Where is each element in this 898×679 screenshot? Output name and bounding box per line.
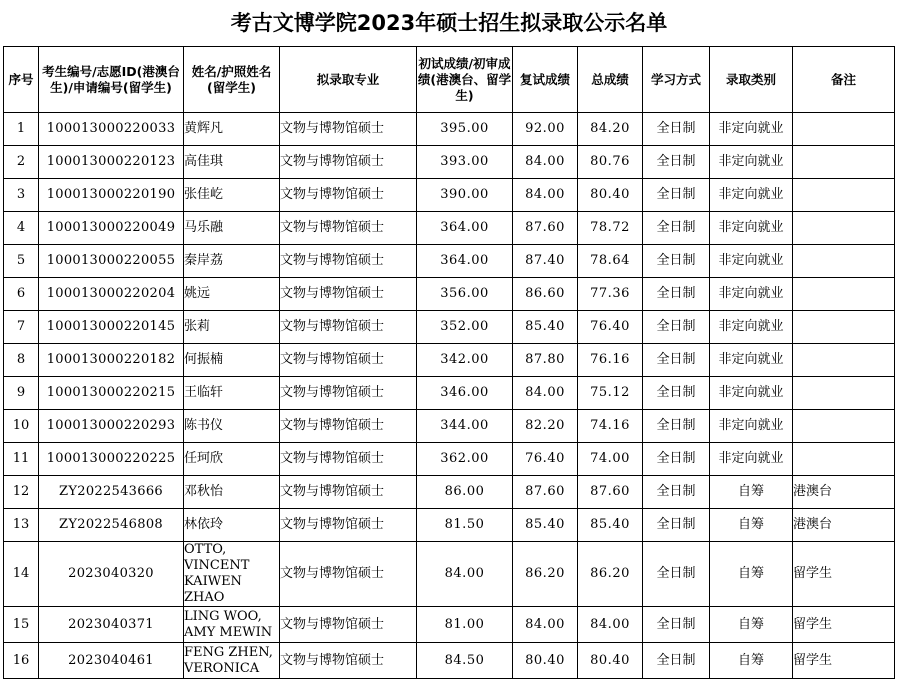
cell-initial-score: 352.00 (417, 311, 513, 344)
cell-total-score: 76.16 (578, 344, 643, 377)
cell-study-mode: 全日制 (643, 643, 710, 679)
cell-candidate-id: 100013000220293 (39, 410, 184, 443)
cell-initial-score: 84.50 (417, 643, 513, 679)
cell-category: 非定向就业 (710, 146, 793, 179)
cell-initial-score: 81.50 (417, 509, 513, 542)
cell-initial-score: 86.00 (417, 476, 513, 509)
cell-category: 非定向就业 (710, 311, 793, 344)
cell-name: 张佳屹 (184, 179, 280, 212)
header-name: 姓名/护照姓名(留学生) (184, 47, 280, 113)
cell-major: 文物与博物馆硕士 (280, 344, 417, 377)
cell-major: 文物与博物馆硕士 (280, 476, 417, 509)
header-category: 录取类别 (710, 47, 793, 113)
table-row (4, 278, 895, 311)
cell-note: 留学生 (793, 607, 895, 643)
cell-retest-score: 84.00 (513, 377, 578, 410)
cell-major: 文物与博物馆硕士 (280, 311, 417, 344)
cell-study-mode: 全日制 (643, 278, 710, 311)
cell-seq: 9 (4, 377, 39, 410)
cell-retest-score: 76.40 (513, 443, 578, 476)
cell-name: 王临轩 (184, 377, 280, 410)
cell-initial-score: 364.00 (417, 212, 513, 245)
cell-candidate-id: 100013000220123 (39, 146, 184, 179)
table-row (4, 344, 895, 377)
table-row (4, 410, 895, 443)
cell-note: 留学生 (793, 643, 895, 679)
cell-study-mode: 全日制 (643, 410, 710, 443)
cell-note: 港澳台 (793, 476, 895, 509)
cell-name: LING WOO, AMY MEWIN (184, 607, 280, 643)
cell-study-mode: 全日制 (643, 146, 710, 179)
cell-retest-score: 87.80 (513, 344, 578, 377)
cell-total-score: 84.20 (578, 113, 643, 146)
cell-total-score: 80.40 (578, 643, 643, 679)
cell-category: 非定向就业 (710, 443, 793, 476)
cell-total-score: 80.76 (578, 146, 643, 179)
cell-total-score: 84.00 (578, 607, 643, 643)
table-row (4, 179, 895, 212)
cell-candidate-id: 2023040320 (39, 542, 184, 607)
cell-seq: 1 (4, 113, 39, 146)
cell-seq: 15 (4, 607, 39, 643)
cell-initial-score: 81.00 (417, 607, 513, 643)
cell-major: 文物与博物馆硕士 (280, 643, 417, 679)
cell-note (793, 344, 895, 377)
cell-candidate-id: 100013000220190 (39, 179, 184, 212)
cell-name: 姚远 (184, 278, 280, 311)
cell-major: 文物与博物馆硕士 (280, 146, 417, 179)
cell-seq: 3 (4, 179, 39, 212)
cell-study-mode: 全日制 (643, 476, 710, 509)
cell-total-score: 86.20 (578, 542, 643, 607)
cell-category: 自筹 (710, 476, 793, 509)
cell-candidate-id: 100013000220049 (39, 212, 184, 245)
cell-major: 文物与博物馆硕士 (280, 278, 417, 311)
cell-name: 陈书仪 (184, 410, 280, 443)
cell-name: 黄辉凡 (184, 113, 280, 146)
header-retest-score: 复试成绩 (513, 47, 578, 113)
cell-total-score: 85.40 (578, 509, 643, 542)
cell-total-score: 74.00 (578, 443, 643, 476)
cell-category: 非定向就业 (710, 377, 793, 410)
table-row (4, 443, 895, 476)
cell-major: 文物与博物馆硕士 (280, 542, 417, 607)
cell-total-score: 75.12 (578, 377, 643, 410)
cell-seq: 10 (4, 410, 39, 443)
cell-category: 自筹 (710, 643, 793, 679)
cell-study-mode: 全日制 (643, 377, 710, 410)
cell-name: 马乐融 (184, 212, 280, 245)
cell-note (793, 410, 895, 443)
cell-candidate-id: ZY2022546808 (39, 509, 184, 542)
cell-candidate-id: 100013000220182 (39, 344, 184, 377)
cell-category: 自筹 (710, 542, 793, 607)
cell-major: 文物与博物馆硕士 (280, 443, 417, 476)
cell-study-mode: 全日制 (643, 311, 710, 344)
cell-initial-score: 390.00 (417, 179, 513, 212)
cell-note: 留学生 (793, 542, 895, 607)
cell-seq: 4 (4, 212, 39, 245)
table-row (4, 607, 895, 643)
cell-seq: 14 (4, 542, 39, 607)
cell-note (793, 377, 895, 410)
cell-major: 文物与博物馆硕士 (280, 509, 417, 542)
header-total-score: 总成绩 (578, 47, 643, 113)
cell-initial-score: 362.00 (417, 443, 513, 476)
cell-name: 林依玲 (184, 509, 280, 542)
table-row (4, 377, 895, 410)
table-row (4, 113, 895, 146)
cell-total-score: 77.36 (578, 278, 643, 311)
cell-seq: 5 (4, 245, 39, 278)
cell-total-score: 76.40 (578, 311, 643, 344)
cell-retest-score: 86.20 (513, 542, 578, 607)
cell-initial-score: 364.00 (417, 245, 513, 278)
header-major: 拟录取专业 (280, 47, 417, 113)
cell-total-score: 74.16 (578, 410, 643, 443)
table-row (4, 212, 895, 245)
cell-seq: 6 (4, 278, 39, 311)
cell-study-mode: 全日制 (643, 509, 710, 542)
cell-total-score: 80.40 (578, 179, 643, 212)
cell-retest-score: 82.20 (513, 410, 578, 443)
cell-retest-score: 85.40 (513, 509, 578, 542)
cell-total-score: 78.64 (578, 245, 643, 278)
cell-note (793, 146, 895, 179)
cell-study-mode: 全日制 (643, 542, 710, 607)
cell-note (793, 113, 895, 146)
cell-note (793, 278, 895, 311)
cell-retest-score: 86.60 (513, 278, 578, 311)
cell-retest-score: 80.40 (513, 643, 578, 679)
cell-note (793, 179, 895, 212)
cell-name: 秦岸荔 (184, 245, 280, 278)
cell-initial-score: 342.00 (417, 344, 513, 377)
header-id: 考生编号/志愿ID(港澳台生)/申请编号(留学生) (39, 47, 184, 113)
cell-initial-score: 393.00 (417, 146, 513, 179)
cell-candidate-id: 2023040371 (39, 607, 184, 643)
cell-name: 任珂欣 (184, 443, 280, 476)
admission-table (3, 46, 895, 679)
cell-retest-score: 87.40 (513, 245, 578, 278)
header-note: 备注 (793, 47, 895, 113)
cell-total-score: 87.60 (578, 476, 643, 509)
cell-study-mode: 全日制 (643, 443, 710, 476)
cell-category: 非定向就业 (710, 410, 793, 443)
cell-candidate-id: 100013000220145 (39, 311, 184, 344)
table-row (4, 643, 895, 679)
cell-candidate-id: 100013000220225 (39, 443, 184, 476)
cell-category: 自筹 (710, 509, 793, 542)
cell-candidate-id: 100013000220215 (39, 377, 184, 410)
cell-note: 港澳台 (793, 509, 895, 542)
cell-study-mode: 全日制 (643, 179, 710, 212)
cell-retest-score: 92.00 (513, 113, 578, 146)
cell-note (793, 212, 895, 245)
cell-retest-score: 87.60 (513, 212, 578, 245)
table-row (4, 542, 895, 607)
cell-study-mode: 全日制 (643, 344, 710, 377)
header-study-mode: 学习方式 (643, 47, 710, 113)
cell-category: 非定向就业 (710, 113, 793, 146)
cell-category: 非定向就业 (710, 212, 793, 245)
cell-candidate-id: 100013000220055 (39, 245, 184, 278)
table-row (4, 146, 895, 179)
cell-study-mode: 全日制 (643, 212, 710, 245)
cell-study-mode: 全日制 (643, 607, 710, 643)
cell-name: 邓秋怡 (184, 476, 280, 509)
cell-major: 文物与博物馆硕士 (280, 377, 417, 410)
cell-major: 文物与博物馆硕士 (280, 179, 417, 212)
cell-initial-score: 346.00 (417, 377, 513, 410)
cell-retest-score: 84.00 (513, 146, 578, 179)
cell-seq: 16 (4, 643, 39, 679)
cell-category: 自筹 (710, 607, 793, 643)
cell-note (793, 245, 895, 278)
table-row (4, 311, 895, 344)
table-row (4, 476, 895, 509)
cell-major: 文物与博物馆硕士 (280, 245, 417, 278)
cell-candidate-id: 100013000220204 (39, 278, 184, 311)
cell-initial-score: 84.00 (417, 542, 513, 607)
cell-retest-score: 85.40 (513, 311, 578, 344)
table-header-row (4, 47, 895, 113)
cell-name: FENG ZHEN, VERONICA (184, 643, 280, 679)
cell-seq: 8 (4, 344, 39, 377)
cell-initial-score: 356.00 (417, 278, 513, 311)
cell-seq: 7 (4, 311, 39, 344)
header-initial-score: 初试成绩/初审成绩(港澳台、留学生) (417, 47, 513, 113)
header-seq: 序号 (4, 47, 39, 113)
cell-retest-score: 87.60 (513, 476, 578, 509)
cell-note (793, 443, 895, 476)
cell-major: 文物与博物馆硕士 (280, 410, 417, 443)
cell-seq: 12 (4, 476, 39, 509)
cell-retest-score: 84.00 (513, 607, 578, 643)
cell-study-mode: 全日制 (643, 113, 710, 146)
cell-seq: 2 (4, 146, 39, 179)
cell-category: 非定向就业 (710, 278, 793, 311)
cell-category: 非定向就业 (710, 344, 793, 377)
cell-name: 张莉 (184, 311, 280, 344)
cell-candidate-id: 2023040461 (39, 643, 184, 679)
cell-name: 何振楠 (184, 344, 280, 377)
cell-major: 文物与博物馆硕士 (280, 607, 417, 643)
table-row (4, 245, 895, 278)
cell-seq: 13 (4, 509, 39, 542)
cell-candidate-id: 100013000220033 (39, 113, 184, 146)
cell-retest-score: 84.00 (513, 179, 578, 212)
table-row (4, 509, 895, 542)
cell-major: 文物与博物馆硕士 (280, 113, 417, 146)
cell-category: 非定向就业 (710, 179, 793, 212)
cell-study-mode: 全日制 (643, 245, 710, 278)
cell-name: OTTO, VINCENT KAIWEN ZHAO (184, 542, 280, 607)
cell-candidate-id: ZY2022543666 (39, 476, 184, 509)
cell-name: 高佳琪 (184, 146, 280, 179)
cell-major: 文物与博物馆硕士 (280, 212, 417, 245)
document-title: 考古文博学院2023年硕士招生拟录取公示名单 (230, 11, 668, 35)
cell-total-score: 78.72 (578, 212, 643, 245)
cell-initial-score: 395.00 (417, 113, 513, 146)
cell-category: 非定向就业 (710, 245, 793, 278)
cell-seq: 11 (4, 443, 39, 476)
cell-note (793, 311, 895, 344)
cell-initial-score: 344.00 (417, 410, 513, 443)
